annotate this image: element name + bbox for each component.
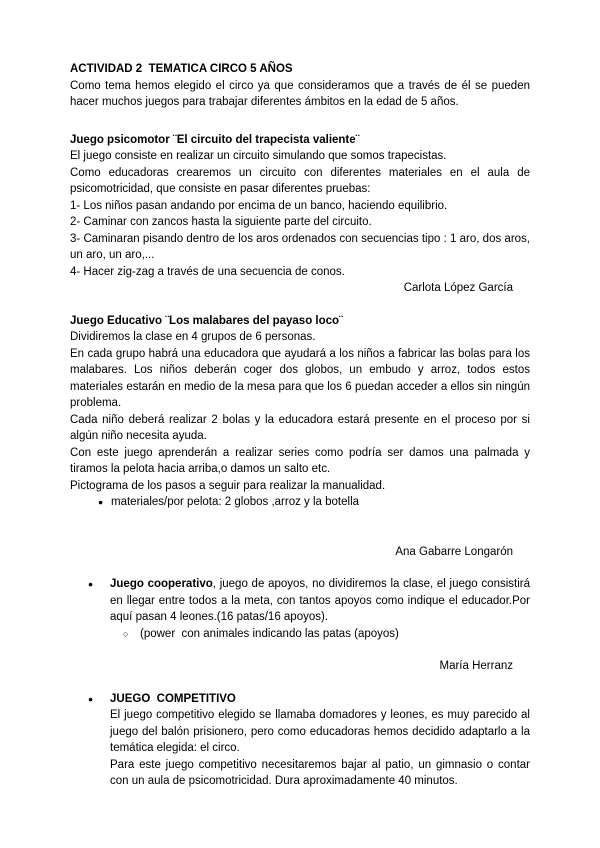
psicomotor-p1: El juego consiste en realizar un circuito simulando que somos trapecistas. — [70, 150, 447, 162]
educativo-p1: Dividiremos la clase en 4 grupos de 6 personas. — [70, 331, 316, 343]
bullet-icon: ● — [88, 579, 94, 589]
competitivo-p2: Para este juego competitivo necesitaremos bajar al patio, un gimnasio o contar con un aula de psicomotricidad. Dura aproximadamente 40 minutos. — [110, 758, 530, 787]
cooperativo-rest: , juego de apoyos, no dividiremos la clase, el juego consistirá en llegar entre todos a la meta, con tantos apoyos como indique el educador.Por aquí pasan 4 leones.(16 patas/16 apoyos). — [110, 578, 530, 623]
materials-list-item — [70, 494, 530, 511]
cooperativo-lead: Juego cooperativo — [110, 578, 213, 590]
intro-paragraph: Como tema hemos elegido el circo ya que consideramos que a través de él se pueden hacer muchos juegos para trabajar diferentes ámbitos en la edad de 5 años. — [70, 79, 530, 108]
educativo-p2: En cada grupo habrá una educadora que ayudará a los niños a fabricar las bolas para los malabares. Los niños deberán coger dos globos, un embudo y arroz, todos estos materiales estarán en medio de la mesa para que los 6 puedan acceder a ellos sin ningún problema. — [70, 347, 530, 409]
psicomotor-step-1: 1- Los niños pasan andando por encima de un banco, haciendo equilibrio. — [70, 199, 448, 212]
cooperativo-author: María Herranz — [439, 660, 513, 672]
competitivo-p1: El juego competitivo elegido se llamaba domadores y leones, es muy parecido al juego del balón prisionero, pero como educadoras hemos decidido adaptarlo a la temática elegida: el circo. — [110, 709, 530, 754]
materials-text: materiales/por pelota: 2 globos ,arroz y la botella — [111, 496, 360, 508]
educativo-p4: Con este juego aprenderán a realizar series como podría ser damos una palmada y tiramos la pelota hacia arriba,o damos un salto etc. — [70, 446, 530, 475]
bullet-icon: ● — [98, 497, 104, 507]
cooperativo-text — [110, 576, 530, 626]
cooperativo-list-item — [70, 576, 530, 626]
educativo-author: Ana Gabarre Longarón — [395, 545, 513, 558]
psicomotor-step-3: 3- Caminaran pisando dentro de los aros ordenados con secuencias tipo : 1 aro, dos aros, un aro, un aro,... — [70, 232, 530, 261]
cooperativo-sub-item — [70, 626, 530, 643]
psicomotor-p2: Como educadoras crearemos un circuito con diferentes materiales en el aula de psicomotricidad, que consiste en pasar diferentes pruebas: — [70, 166, 530, 195]
competitivo-heading: JUEGO COMPETITIVO — [110, 692, 236, 705]
bullet-icon: ● — [88, 693, 94, 704]
cooperativo-sub-text: (power con animales indicando las patas (apoyos) — [140, 627, 399, 640]
psicomotor-step-4: 4- Hacer zig-zag a través de una secuencia de conos. — [70, 265, 345, 278]
educativo-p5: Pictograma de los pasos a seguir para realizar la manualidad. — [70, 479, 386, 492]
psicomotor-heading: Juego psicomotor ¨El circuito del trapecista valiente¨ — [70, 133, 360, 146]
circle-bullet-icon: ○ — [123, 628, 129, 639]
psicomotor-step-2: 2- Caminar con zancos hasta la siguiente parte del circuito. — [70, 216, 372, 228]
educativo-p3: Cada niño deberá realizar 2 bolas y la educadora estará presente en el proceso por si algún niño necesita ayuda. — [70, 413, 530, 442]
psicomotor-author: Carlota López García — [403, 282, 513, 294]
competitivo-list-item — [70, 691, 530, 708]
document-title: ACTIVIDAD 2 TEMATICA CIRCO 5 AÑOS — [70, 63, 293, 75]
educativo-heading: Juego Educativo ¨Los malabares del payaso loco¨ — [70, 314, 343, 327]
